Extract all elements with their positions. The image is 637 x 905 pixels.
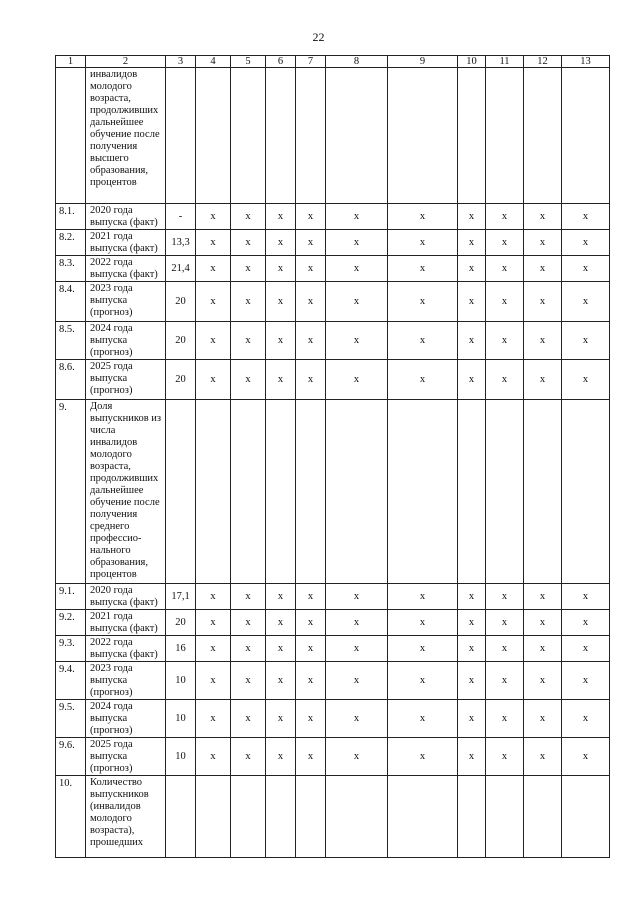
mark-col-7: x — [296, 204, 326, 230]
value-col-3: 10 — [166, 738, 196, 776]
header-row — [56, 56, 610, 68]
row-number: 9. — [56, 400, 86, 584]
mark-col-9: x — [388, 230, 458, 256]
mark-col-5: x — [231, 256, 266, 282]
table-row — [56, 636, 610, 662]
mark-col-12: x — [524, 230, 562, 256]
row-name: 2023 года выпуска (прогноз) — [86, 662, 166, 700]
header-col-12: 12 — [524, 56, 562, 68]
mark-col-9: x — [388, 322, 458, 360]
row-name: Доля выпускников из числа инвалидов молодого возраста, продолживших дальнейшее обучение после получения среднего профессио-нального образования, процентов — [86, 400, 166, 584]
mark-col-12: x — [524, 282, 562, 322]
header-col-13: 13 — [562, 56, 610, 68]
mark-col-13: x — [562, 282, 610, 322]
row-number — [56, 68, 86, 204]
row-name: 2024 года выпуска (прогноз) — [86, 700, 166, 738]
mark-col-8: x — [326, 360, 388, 400]
row-number: 10. — [56, 776, 86, 858]
value-col-3: 20 — [166, 610, 196, 636]
mark-col-13 — [562, 400, 610, 584]
mark-col-4: x — [196, 230, 231, 256]
mark-col-7: x — [296, 322, 326, 360]
mark-col-7: x — [296, 360, 326, 400]
mark-col-13: x — [562, 256, 610, 282]
mark-col-5: x — [231, 700, 266, 738]
mark-col-10: x — [458, 322, 486, 360]
row-name: 2021 года выпуска (факт) — [86, 230, 166, 256]
header-col-8: 8 — [326, 56, 388, 68]
row-name: 2025 года выпуска (прогноз) — [86, 738, 166, 776]
row-name: инвалидов молодого возраста, продолживших дальнейшее обучение после получения высшего образования, процентов — [86, 68, 166, 204]
mark-col-12: x — [524, 322, 562, 360]
mark-col-13: x — [562, 584, 610, 610]
mark-col-6: x — [266, 662, 296, 700]
mark-col-6 — [266, 400, 296, 584]
mark-col-13 — [562, 776, 610, 858]
row-name: 2020 года выпуска (факт) — [86, 204, 166, 230]
value-col-3: - — [166, 204, 196, 230]
mark-col-13: x — [562, 662, 610, 700]
mark-col-5 — [231, 400, 266, 584]
mark-col-9: x — [388, 256, 458, 282]
mark-col-12 — [524, 776, 562, 858]
mark-col-5: x — [231, 738, 266, 776]
mark-col-7: x — [296, 282, 326, 322]
mark-col-8: x — [326, 636, 388, 662]
mark-col-8: x — [326, 610, 388, 636]
header-col-5: 5 — [231, 56, 266, 68]
mark-col-11: x — [486, 584, 524, 610]
value-col-3: 17,1 — [166, 584, 196, 610]
mark-col-4: x — [196, 738, 231, 776]
mark-col-13: x — [562, 230, 610, 256]
header-col-11: 11 — [486, 56, 524, 68]
mark-col-8: x — [326, 738, 388, 776]
value-col-3: 10 — [166, 662, 196, 700]
mark-col-6: x — [266, 636, 296, 662]
mark-col-13: x — [562, 322, 610, 360]
mark-col-6 — [266, 776, 296, 858]
value-col-3 — [166, 400, 196, 584]
table-row — [56, 776, 610, 858]
mark-col-10 — [458, 68, 486, 204]
header-col-1: 1 — [56, 56, 86, 68]
mark-col-10 — [458, 776, 486, 858]
mark-col-8: x — [326, 584, 388, 610]
row-name: 2020 года выпуска (факт) — [86, 584, 166, 610]
mark-col-7 — [296, 400, 326, 584]
mark-col-8 — [326, 776, 388, 858]
mark-col-4: x — [196, 584, 231, 610]
header-col-7: 7 — [296, 56, 326, 68]
mark-col-13: x — [562, 610, 610, 636]
row-name: Количество выпускников (инвалидов молодого возраста), прошедших — [86, 776, 166, 858]
mark-col-12 — [524, 68, 562, 204]
mark-col-8: x — [326, 322, 388, 360]
mark-col-11: x — [486, 636, 524, 662]
table-row — [56, 230, 610, 256]
mark-col-9: x — [388, 204, 458, 230]
value-col-3 — [166, 776, 196, 858]
mark-col-11 — [486, 400, 524, 584]
page-number: 22 — [312, 30, 325, 44]
mark-col-4: x — [196, 662, 231, 700]
mark-col-6: x — [266, 700, 296, 738]
mark-col-7: x — [296, 610, 326, 636]
mark-col-5: x — [231, 204, 266, 230]
mark-col-11: x — [486, 322, 524, 360]
table-row — [56, 204, 610, 230]
mark-col-13: x — [562, 360, 610, 400]
mark-col-10: x — [458, 204, 486, 230]
mark-col-5: x — [231, 322, 266, 360]
mark-col-11: x — [486, 256, 524, 282]
mark-col-12: x — [524, 738, 562, 776]
mark-col-6: x — [266, 282, 296, 322]
mark-col-6: x — [266, 322, 296, 360]
mark-col-4: x — [196, 256, 231, 282]
mark-col-11: x — [486, 700, 524, 738]
table-row — [56, 400, 610, 584]
mark-col-10 — [458, 400, 486, 584]
mark-col-9: x — [388, 360, 458, 400]
mark-col-13: x — [562, 636, 610, 662]
value-col-3 — [166, 68, 196, 204]
mark-col-7: x — [296, 738, 326, 776]
mark-col-10: x — [458, 230, 486, 256]
mark-col-7: x — [296, 662, 326, 700]
header-col-3: 3 — [166, 56, 196, 68]
row-number: 9.2. — [56, 610, 86, 636]
mark-col-7: x — [296, 584, 326, 610]
mark-col-5: x — [231, 282, 266, 322]
mark-col-8 — [326, 400, 388, 584]
mark-col-12: x — [524, 360, 562, 400]
table-row — [56, 68, 610, 204]
mark-col-6 — [266, 68, 296, 204]
mark-col-7: x — [296, 230, 326, 256]
mark-col-5: x — [231, 662, 266, 700]
mark-col-6: x — [266, 204, 296, 230]
mark-col-11: x — [486, 610, 524, 636]
mark-col-9 — [388, 68, 458, 204]
value-col-3: 20 — [166, 282, 196, 322]
mark-col-9: x — [388, 636, 458, 662]
row-number: 8.1. — [56, 204, 86, 230]
table-row — [56, 700, 610, 738]
mark-col-5: x — [231, 584, 266, 610]
mark-col-8: x — [326, 662, 388, 700]
row-number: 8.2. — [56, 230, 86, 256]
mark-col-10: x — [458, 636, 486, 662]
mark-col-6: x — [266, 230, 296, 256]
mark-col-9: x — [388, 584, 458, 610]
value-col-3: 16 — [166, 636, 196, 662]
mark-col-9 — [388, 776, 458, 858]
mark-col-4: x — [196, 282, 231, 322]
mark-col-5 — [231, 776, 266, 858]
value-col-3: 20 — [166, 322, 196, 360]
table-row — [56, 256, 610, 282]
header-col-4: 4 — [196, 56, 231, 68]
mark-col-9: x — [388, 282, 458, 322]
table-row — [56, 662, 610, 700]
row-name: 2021 года выпуска (факт) — [86, 610, 166, 636]
mark-col-5: x — [231, 610, 266, 636]
table-row — [56, 584, 610, 610]
mark-col-12: x — [524, 584, 562, 610]
mark-col-7: x — [296, 636, 326, 662]
mark-col-12: x — [524, 662, 562, 700]
mark-col-10: x — [458, 282, 486, 322]
row-number: 8.6. — [56, 360, 86, 400]
mark-col-9: x — [388, 700, 458, 738]
row-number: 9.1. — [56, 584, 86, 610]
mark-col-10: x — [458, 360, 486, 400]
mark-col-4: x — [196, 610, 231, 636]
mark-col-9: x — [388, 662, 458, 700]
mark-col-5: x — [231, 230, 266, 256]
mark-col-4: x — [196, 322, 231, 360]
value-col-3: 13,3 — [166, 230, 196, 256]
row-number: 8.5. — [56, 322, 86, 360]
mark-col-10: x — [458, 256, 486, 282]
mark-col-11: x — [486, 738, 524, 776]
mark-col-11: x — [486, 662, 524, 700]
mark-col-12: x — [524, 256, 562, 282]
mark-col-11: x — [486, 282, 524, 322]
row-number: 8.3. — [56, 256, 86, 282]
mark-col-4 — [196, 400, 231, 584]
mark-col-11 — [486, 776, 524, 858]
table-row — [56, 738, 610, 776]
mark-col-4 — [196, 776, 231, 858]
value-col-3: 20 — [166, 360, 196, 400]
mark-col-7 — [296, 776, 326, 858]
row-number: 9.6. — [56, 738, 86, 776]
mark-col-11: x — [486, 204, 524, 230]
mark-col-8: x — [326, 230, 388, 256]
mark-col-6: x — [266, 584, 296, 610]
row-number: 8.4. — [56, 282, 86, 322]
mark-col-9 — [388, 400, 458, 584]
mark-col-4: x — [196, 636, 231, 662]
mark-col-10: x — [458, 584, 486, 610]
mark-col-12: x — [524, 636, 562, 662]
table-row — [56, 360, 610, 400]
mark-col-11: x — [486, 230, 524, 256]
row-name: 2023 года выпуска (прогноз) — [86, 282, 166, 322]
mark-col-13: x — [562, 700, 610, 738]
mark-col-9: x — [388, 610, 458, 636]
table-row — [56, 610, 610, 636]
mark-col-10: x — [458, 662, 486, 700]
mark-col-9: x — [388, 738, 458, 776]
row-name: 2024 года выпуска (прогноз) — [86, 322, 166, 360]
mark-col-4 — [196, 68, 231, 204]
mark-col-11: x — [486, 360, 524, 400]
row-number: 9.3. — [56, 636, 86, 662]
mark-col-4: x — [196, 700, 231, 738]
header-col-6: 6 — [266, 56, 296, 68]
mark-col-10: x — [458, 610, 486, 636]
header-col-9: 9 — [388, 56, 458, 68]
mark-col-7 — [296, 68, 326, 204]
table-row — [56, 282, 610, 322]
header-col-10: 10 — [458, 56, 486, 68]
mark-col-13: x — [562, 204, 610, 230]
mark-col-8: x — [326, 700, 388, 738]
mark-col-12: x — [524, 700, 562, 738]
mark-col-4: x — [196, 204, 231, 230]
mark-col-6: x — [266, 610, 296, 636]
mark-col-10: x — [458, 738, 486, 776]
mark-col-8: x — [326, 282, 388, 322]
row-name: 2025 года выпуска (прогноз) — [86, 360, 166, 400]
mark-col-6: x — [266, 738, 296, 776]
mark-col-5: x — [231, 636, 266, 662]
mark-col-5: x — [231, 360, 266, 400]
header-col-2: 2 — [86, 56, 166, 68]
mark-col-11 — [486, 68, 524, 204]
mark-col-7: x — [296, 700, 326, 738]
mark-col-6: x — [266, 360, 296, 400]
value-col-3: 10 — [166, 700, 196, 738]
mark-col-13 — [562, 68, 610, 204]
mark-col-12: x — [524, 610, 562, 636]
row-number: 9.5. — [56, 700, 86, 738]
mark-col-5 — [231, 68, 266, 204]
mark-col-12 — [524, 400, 562, 584]
mark-col-8: x — [326, 204, 388, 230]
mark-col-8: x — [326, 256, 388, 282]
mark-col-13: x — [562, 738, 610, 776]
mark-col-6: x — [266, 256, 296, 282]
mark-col-8 — [326, 68, 388, 204]
table-row — [56, 322, 610, 360]
mark-col-10: x — [458, 700, 486, 738]
row-name: 2022 года выпуска (факт) — [86, 636, 166, 662]
value-col-3: 21,4 — [166, 256, 196, 282]
indicators-table — [55, 55, 610, 858]
mark-col-7: x — [296, 256, 326, 282]
row-name: 2022 года выпуска (факт) — [86, 256, 166, 282]
row-number: 9.4. — [56, 662, 86, 700]
mark-col-12: x — [524, 204, 562, 230]
mark-col-4: x — [196, 360, 231, 400]
